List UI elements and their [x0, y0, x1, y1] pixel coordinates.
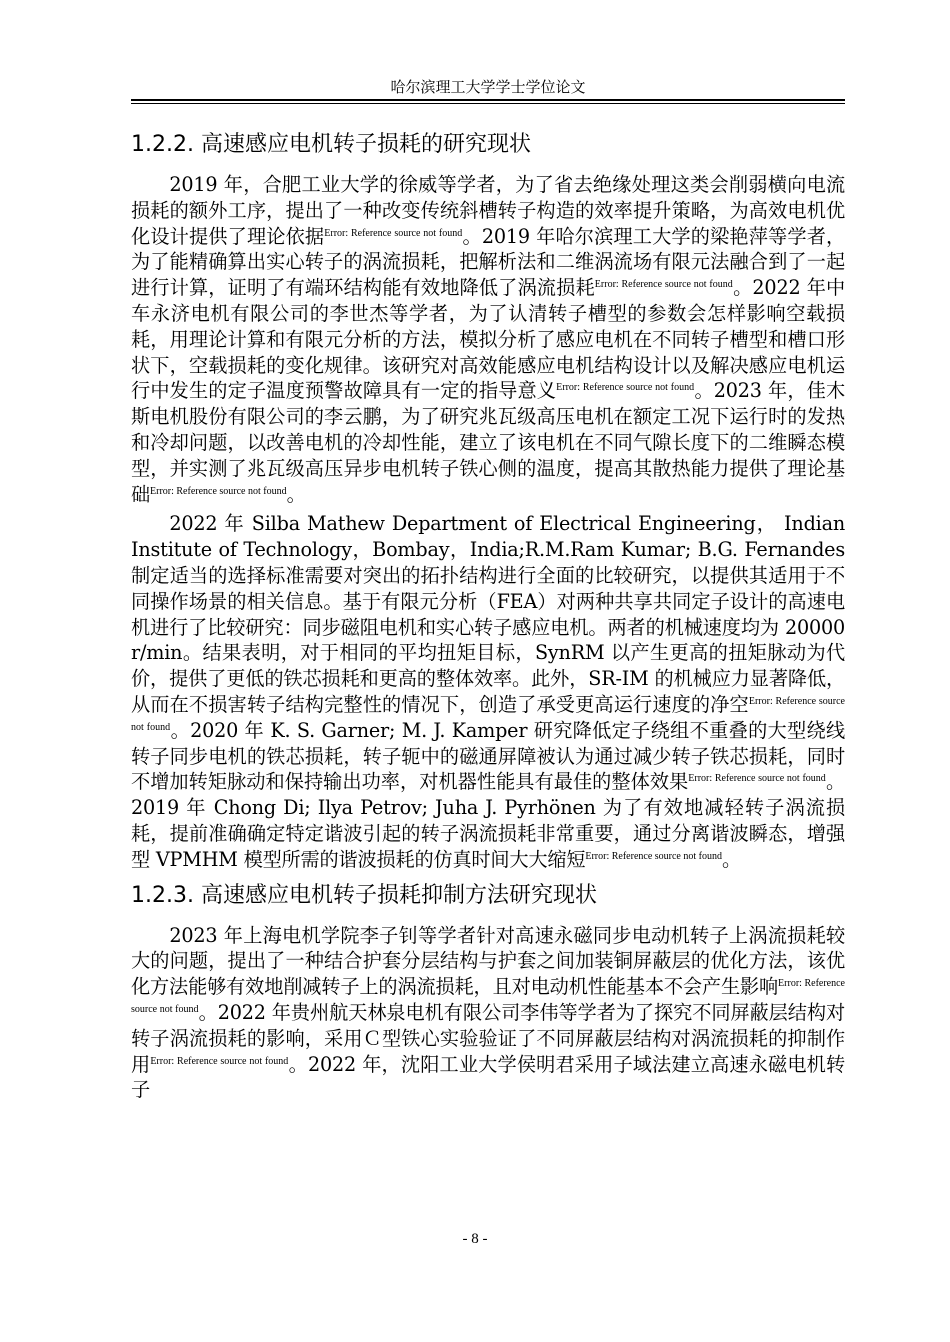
citation-error: Error: Reference source not found: [324, 227, 463, 239]
text-run: 。2022 年贵州航天林泉电机有限公司李伟等学者为了探究不同屏蔽层结构对转子涡流损耗的影响，采用Ｃ型铁心实验验证了不同屏蔽层结构对涡流损耗的抑制作用: [131, 1000, 845, 1076]
paragraph-suppression-methods: [131, 923, 845, 1104]
page-number: - 8 -: [462, 1231, 488, 1247]
text-run: 。: [286, 482, 306, 506]
section-heading-1-2-2: 1.2.2. 高速感应电机转子损耗的研究现状: [131, 132, 531, 157]
text-run: 。2019 年哈尔滨理工大学的梁艳萍等学者，为了能精确算出实心转子的涡流损耗，把解析法和二维涡流场有限元法融合到了一起进行计算，证明了有端环结构能有效地降低了涡流损耗: [131, 224, 846, 300]
text-run: 2019 年，合肥工业大学的徐威等学者，为了省去绝缘处理这类会削弱横向电流损耗的额外工序，提出了一种改变传统斜槽转子构造的效率提升策略，为高效电机优化设计提供了理论依据: [131, 173, 845, 248]
text-run: 。: [721, 847, 741, 871]
paragraph-domestic-research: [131, 172, 845, 507]
header-rule-thin: [131, 103, 845, 104]
header-rule-thick: [131, 99, 845, 101]
citation-error: Error: Reference source not found: [556, 382, 695, 394]
text-run: 2023 年上海电机学院李子钊等学者针对高速永磁同步电动机转子上涡流损耗较大的问题，提出了一种结合护套分层结构与护套之间加装铜屏蔽层的优化方法，该优化方法能够有效地削减转子上的涡流损耗，且对电动机性能基本不会产生影响: [131, 923, 845, 999]
text-run: 。2019 年 Chong Di; Ilya Petrov; Juha J. Pyrhönen 为了有效地减轻转子涡流损耗，提前准确确定特定谐波引起的转子涡流损耗非常重要，通过分离谐波瞬态，增强型 VPMHM 模型所需的谐波损耗的仿真时间大大缩短: [131, 770, 845, 871]
citation-error: Error: Reference source not found: [594, 279, 733, 291]
citation-error: Error: Reference source not found: [150, 485, 287, 497]
running-header: 哈尔滨理工大学学士学位论文: [390, 78, 586, 96]
citation-error: Error: Reference source not found: [585, 850, 722, 862]
citation-error: Error: Reference source not found: [131, 978, 845, 1015]
text-run: 。2022 年中车永济电机有限公司的李世杰等学者，为了认清转子槽型的参数会怎样影响空载损耗，用理论计算和有限元分析的方法，模拟分析了感应电机在不同转子槽型和槽口形状下，空载损耗的变化规律。该研究对高效能感应电机结构设计以及解决感应电机运行中发生的定子温度预警故障具有一定的指导意义: [131, 276, 846, 403]
paragraph-foreign-research: [131, 511, 845, 872]
citation-error: Error: Reference source not found: [150, 1055, 289, 1067]
text-run: 。2022 年，沈阳工业大学侯明君采用子域法建立高速永磁电机转子: [131, 1052, 845, 1102]
text-run: 。2020 年 K. S. Garner; M. J. Kamper 研究降低定子绕组不重叠的大型绕线转子同步电机的铁芯损耗，转子轭中的磁通屏障被认为通过减少转子铁芯损耗，同时不增加转矩脉动和保持输出功率，对机器性能具有最佳的整体效果: [131, 718, 845, 794]
text-run: 。2023 年，佳木斯电机股份有限公司的李云鹏，为了研究兆瓦级高压电机在额定工况下运行时的发热和冷却问题，以改善电机的冷却性能，建立了该电机在不同气隙长度下的二维瞬态模型，并实测了兆瓦级高压异步电机转子铁心侧的温度，提高其散热能力提供了理论基础: [131, 379, 845, 506]
citation-error: Error: Reference source not found: [131, 695, 845, 733]
section-heading-1-2-3: 1.2.3. 高速感应电机转子损耗抑制方法研究现状: [131, 882, 597, 908]
text-run: 2022 年 Silba Mathew Department of Electrical Engineering， Indian Institute of Technology，Bombay，India;R.M.Ram Kumar; B.G. Fernandes 制定适当的选择标准需要对突出的拓扑结构进行全面的比较研究，以提供其适用于不同操作场景的相关信息。基于有限元分析（FEA）对两种共享共同定子设计的高速电机进行了比较研究：同步磁阻电机和实心转子感应电机。两者的机械速度均为 20000 r/min。结果表明，对于相同的平均扭矩目标，SynRM 以产生更高的扭矩脉动为代价，提供了更低的铁芯损耗和更高的整体效率。此外，SR-IM 的机械应力显著降低，从而在不损害转子结构完整性的情况下，创造了承受更高运行速度的净空: [131, 512, 845, 716]
main-content: [131, 128, 845, 1107]
citation-error: Error: Reference source not found: [688, 773, 826, 785]
